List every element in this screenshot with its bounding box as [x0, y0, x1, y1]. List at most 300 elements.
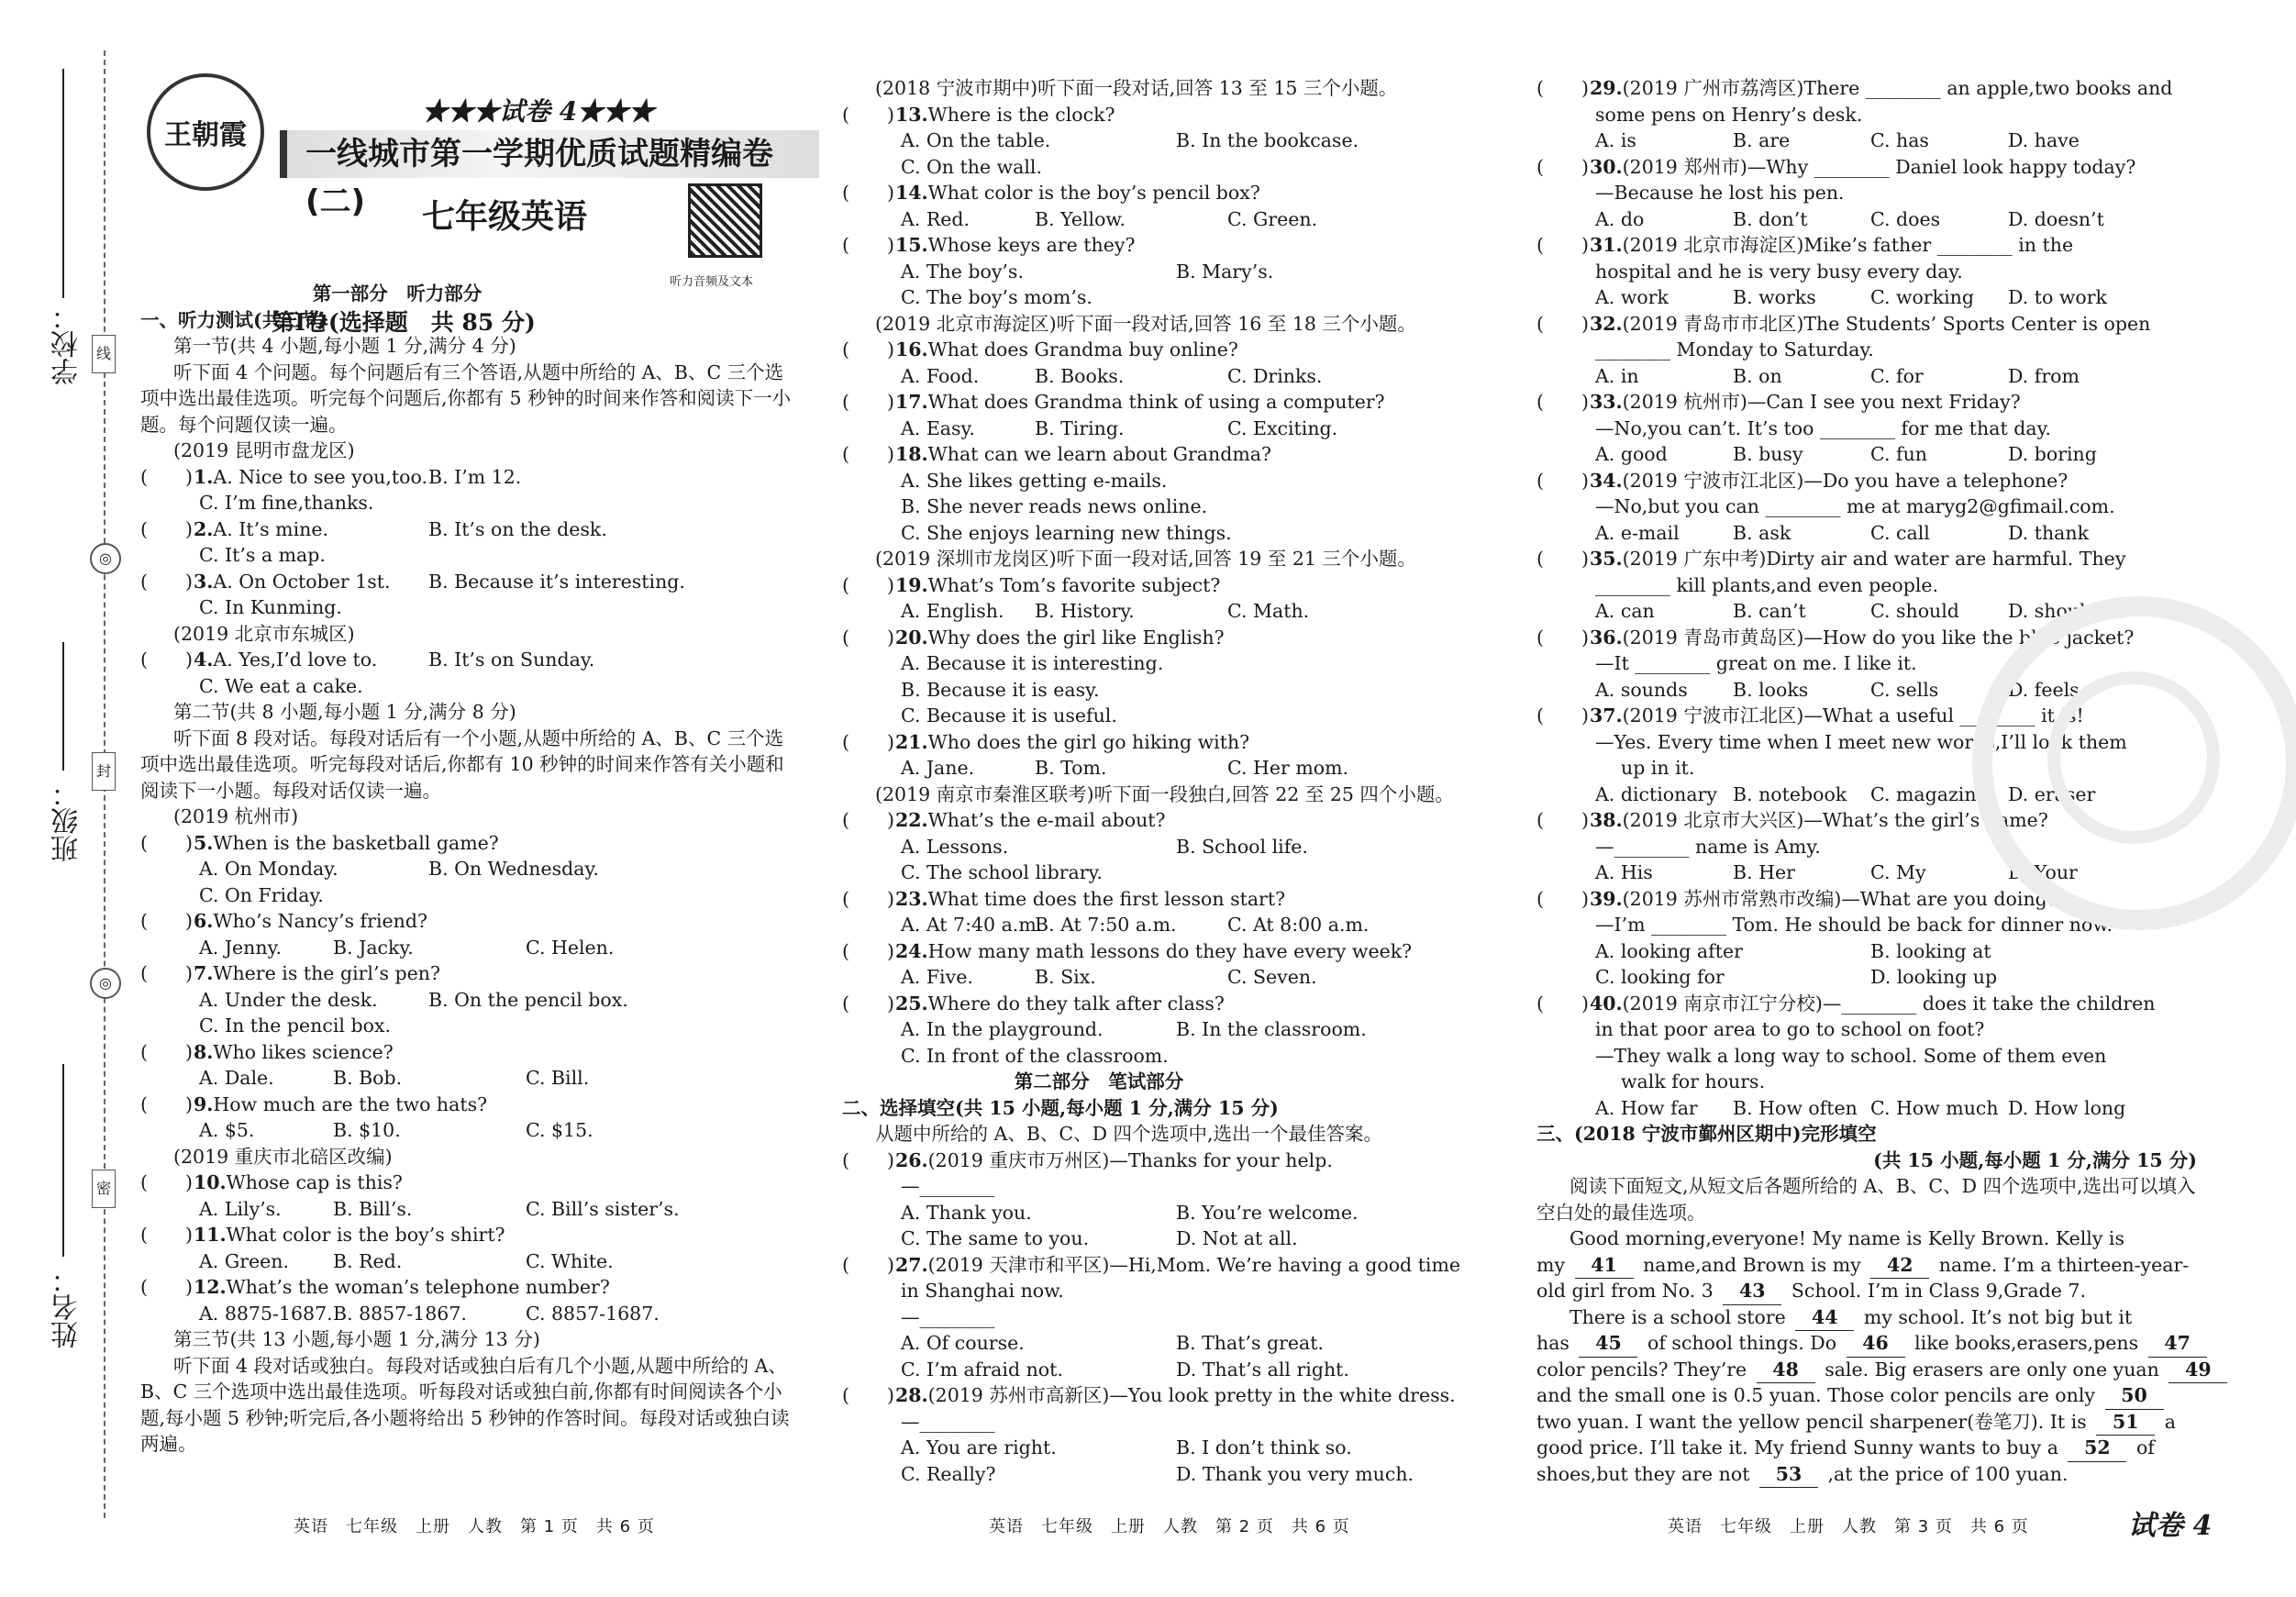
option-row	[842, 1435, 1495, 1461]
question-number: 14.	[895, 182, 928, 204]
cloze-text: my	[1536, 1253, 1571, 1276]
option-line: —________	[901, 1305, 995, 1328]
option-line: —________	[901, 1410, 995, 1433]
option-row	[842, 1225, 1495, 1252]
option-c: C. My	[1870, 861, 1926, 883]
section-heading: 一、听力测试(共三节)	[140, 308, 327, 331]
cloze-line	[1536, 1330, 2197, 1357]
answer-blank[interactable]: ( )	[842, 887, 894, 910]
question-row	[842, 807, 1495, 834]
answer-blank[interactable]: ( )	[842, 234, 894, 256]
question-number: 37.	[1590, 704, 1623, 726]
option-a: C. I’m afraid not.	[901, 1358, 1063, 1381]
question-row	[140, 1222, 799, 1248]
cloze-text: like books,erasers,pens	[1908, 1332, 2145, 1354]
footer-page-1: 英语 七年级 上册 人教 第 1 页 共 6 页	[294, 1517, 655, 1536]
cloze-blank[interactable]: 48	[1757, 1357, 1815, 1384]
option-row	[842, 912, 1495, 938]
answer-blank[interactable]: ( )	[1536, 155, 1589, 178]
option-b: B. works	[1733, 286, 1816, 308]
cloze-text: name,and Brown is my	[1636, 1253, 1868, 1276]
option-row	[842, 598, 1495, 625]
option-row	[842, 363, 1495, 390]
question-number: 3.	[194, 570, 214, 593]
class-label: 班级：	[51, 780, 83, 862]
option-row	[1536, 964, 2197, 991]
option-row	[842, 206, 1495, 233]
option-c: C. Helen.	[526, 936, 615, 959]
question-text: What’s the e-mail about?	[927, 809, 1166, 831]
option-a: C. looking for	[1595, 966, 1725, 988]
answer-blank[interactable]: ( )	[842, 182, 894, 204]
answer-blank[interactable]: ( )	[140, 831, 193, 854]
option-b: B. $10.	[333, 1119, 401, 1141]
option-b: B. Bob.	[333, 1067, 403, 1089]
question-row	[1536, 311, 2197, 338]
option-a: C. The same to you.	[901, 1227, 1090, 1249]
question-row	[842, 1382, 1495, 1409]
cloze-line	[1536, 1357, 2212, 1383]
instruction: (2019 深圳市龙岗区)听下面一段对话,回答 19 至 21 三个小题。	[875, 548, 1416, 570]
option-c: C. Exciting.	[1227, 416, 1338, 439]
option-b: D. looking up	[1870, 966, 1998, 988]
question-text: (2019 青岛市黄岛区)—How do you like the blue jacket?	[1622, 626, 2135, 649]
question-row	[140, 960, 799, 987]
question-text: (2019 天津市和平区)—Hi,Mom. We’re having a good time	[927, 1253, 1461, 1276]
question-text: (2019 重庆市万州区)—Thanks for your help.	[927, 1148, 1333, 1171]
option-row	[140, 1301, 799, 1327]
question-row	[1536, 546, 2197, 572]
answer-blank[interactable]: ( )	[842, 992, 894, 1015]
option-a: A. 8875-1687.	[199, 1302, 333, 1325]
instruction: 从题中所给的 A、B、C、D 四个选项中,选出一个最佳答案。	[875, 1123, 1383, 1145]
option-a: A. Food.	[901, 364, 980, 387]
question-number: 13.	[895, 103, 928, 126]
option-row	[140, 1196, 799, 1223]
question-text: What does Grandma buy online?	[927, 338, 1238, 360]
option-line: C. The boy’s mom’s.	[901, 286, 1093, 308]
answer-blank[interactable]: ( )	[140, 570, 193, 593]
option-b: B. notebook	[1733, 782, 1847, 805]
footer-page-3: 英语 七年级 上册 人教 第 3 页 共 6 页	[1668, 1517, 2029, 1536]
cloze-blank[interactable]: 52	[2068, 1435, 2126, 1462]
question-text: (2019 苏州市常熟市改编)—What are you doing?	[1622, 887, 2058, 910]
option-d: D. feels	[2008, 678, 2080, 701]
option-a: A. You are right.	[901, 1436, 1057, 1458]
cloze-blank[interactable]: 51	[2096, 1409, 2155, 1436]
option-a: A. On October 1st.	[213, 570, 391, 593]
option-line: up in it.	[1621, 757, 1695, 779]
column-2	[842, 75, 1495, 1487]
answer-blank[interactable]: ( )	[1536, 391, 1589, 413]
question-number: 5.	[194, 831, 214, 854]
option-a: A. Lily’s.	[199, 1197, 282, 1220]
option-line: —Yes. Every time when I meet new words,I’ll look them	[1595, 730, 2127, 753]
option-row	[1536, 363, 2197, 390]
option-b: B. You’re welcome.	[1176, 1201, 1359, 1224]
question-row	[842, 625, 1495, 651]
cloze-text: ,at the price of 100 yuan.	[1821, 1462, 2069, 1485]
cloze-blank[interactable]: 47	[2148, 1330, 2207, 1358]
option-line: C. In front of the classroom.	[901, 1044, 1169, 1067]
option-c: C. Math.	[1227, 600, 1310, 622]
answer-blank[interactable]: ( )	[1536, 548, 1589, 570]
option-a: A. Dale.	[199, 1067, 274, 1089]
option-line: —It ________ great on me. I like it.	[1595, 652, 1917, 674]
qr-code-icon[interactable]	[688, 183, 762, 258]
answer-blank[interactable]: ( )	[1536, 312, 1589, 335]
question-number: 15.	[895, 234, 928, 256]
option-line: some pens on Henry’s desk.	[1595, 103, 1863, 126]
question-number: 9.	[194, 1092, 214, 1115]
section-heading: 二、选择填空(共 15 小题,每小题 1 分,满分 15 分)	[842, 1096, 1279, 1119]
answer-blank[interactable]: ( )	[842, 1384, 894, 1406]
answer-blank[interactable]: ( )	[1536, 704, 1589, 726]
answer-blank[interactable]: ( )	[842, 1253, 894, 1276]
cloze-blank[interactable]: 46	[1847, 1330, 1905, 1358]
option-b: B. That’s great.	[1176, 1332, 1325, 1354]
question-row	[842, 938, 1495, 965]
answer-blank[interactable]: ( )	[842, 103, 894, 126]
cloze-blank[interactable]: 45	[1579, 1330, 1637, 1358]
option-line: hospital and he is very busy every day.	[1595, 260, 1963, 283]
option-d: D. thank	[2008, 521, 2090, 544]
answer-blank[interactable]: ( )	[140, 1171, 193, 1193]
option-c: C. for	[1870, 364, 1924, 387]
option-row	[842, 416, 1495, 442]
answer-blank[interactable]: ( )	[140, 649, 193, 671]
instruction-paragraph: 听下面 4 个问题。每个问题后有三个答语,从题中所给的 A、B、C 三个选项中选出最佳选项。听完每个问题后,你都有 5 秒钟的时间来作答和阅读下一小题。每个问题仅读一遍。	[140, 360, 792, 436]
answer-blank[interactable]: ( )	[1536, 626, 1589, 649]
option-line: —No,but you can ________ me at maryg2@gfimail.com.	[1595, 495, 2115, 517]
question-text: Where do they talk after class?	[927, 992, 1225, 1015]
option-row	[842, 755, 1495, 782]
option-a: A. looking after	[1595, 939, 1743, 962]
answer-blank[interactable]: ( )	[842, 391, 894, 413]
option-a: A. Jenny.	[199, 936, 282, 959]
question-text: Who’s Nancy’s friend?	[213, 910, 427, 932]
question-text: What color is the boy’s shirt?	[226, 1224, 505, 1246]
question-row	[842, 729, 1495, 756]
cloze-blank[interactable]: 53	[1759, 1461, 1818, 1489]
question-number: 32.	[1590, 312, 1623, 335]
option-b: B. on	[1733, 364, 1782, 387]
question-row	[140, 1170, 799, 1196]
question-row	[842, 441, 1495, 468]
option-row	[1536, 441, 2197, 468]
option-a: A. At 7:40 a.m.	[901, 914, 1043, 936]
cloze-text: good price. I’ll take it. My friend Sunny wants to buy a	[1536, 1436, 2065, 1458]
question-number: 25.	[895, 992, 928, 1015]
answer-blank[interactable]: ( )	[140, 1224, 193, 1246]
mark-secret: 密	[92, 1170, 116, 1208]
option-b: B. How often	[1733, 1096, 1858, 1119]
option-row	[842, 1461, 1495, 1488]
option-b: D. Thank you very much.	[1176, 1462, 1414, 1485]
answer-blank[interactable]: ( )	[140, 1040, 193, 1063]
option-row	[1536, 128, 2197, 154]
option-a: A. How far	[1595, 1096, 1698, 1119]
option-a: A. Lessons.	[901, 835, 1009, 858]
option-line: in that poor area to go to school on foot?	[1595, 1018, 1985, 1040]
option-row	[1536, 284, 2197, 311]
cloze-text: shoes,but they are not	[1536, 1462, 1756, 1485]
brand-logo: 王朝霞	[147, 73, 264, 191]
question-text: (2019 杭州市)—Can I see you next Friday?	[1622, 391, 2021, 413]
option-d: D. How long	[2008, 1096, 2126, 1119]
answer-blank[interactable]: ( )	[1536, 77, 1589, 99]
option-row	[842, 259, 1495, 285]
option-a: A. do	[1595, 207, 1645, 230]
instruction: (2019 北京市海淀区)听下面一段对话,回答 16 至 18 三个小题。	[875, 312, 1416, 335]
option-b: B. ask	[1733, 521, 1791, 544]
option-b: B. are	[1733, 129, 1791, 151]
question-number: 16.	[895, 338, 928, 360]
option-row	[1536, 206, 2197, 233]
option-b: B. Red.	[333, 1249, 403, 1272]
option-c: C. working	[1870, 286, 1974, 308]
option-d: D. to work	[2008, 286, 2107, 308]
instruction-paragraph: 听下面 4 段对话或独白。每段对话或独白后有几个小题,从题中所给的 A、B、C 三个选项中选出最佳选项。听每段对话或独白前,你都有时间阅读各个小题,每小题 5 秒钟;听完后,各小题将给出 5 秒钟的作答时间。每段对话或独白读两遍。	[140, 1354, 790, 1455]
answer-blank[interactable]: ( )	[842, 626, 894, 649]
answer-blank[interactable]: ( )	[842, 1148, 894, 1171]
option-c: C. How much	[1870, 1096, 1999, 1119]
option-line: C. She enjoys learning new things.	[901, 521, 1232, 544]
question-row	[140, 516, 799, 543]
option-a: A. Nice to see you,too.	[213, 465, 427, 488]
mark-line: 线	[92, 335, 116, 373]
instruction: (2018 宁波市期中)听下面一段对话,回答 13 至 15 三个小题。	[875, 77, 1398, 99]
option-d: D. from	[2008, 364, 2080, 387]
seal-icon: ◎	[90, 543, 121, 574]
option-a: A. e-mail	[1595, 521, 1680, 544]
question-row	[842, 991, 1495, 1017]
option-line: C. It’s a map.	[199, 544, 326, 566]
question-row	[1536, 154, 2197, 181]
question-row	[842, 1148, 1495, 1174]
answer-blank[interactable]: ( )	[1536, 992, 1589, 1015]
cloze-text: my school. It’s not big but it	[1858, 1305, 2133, 1328]
option-d: D. boring	[2008, 443, 2097, 465]
option-a: A. Jane.	[901, 757, 975, 779]
option-line: B. Because it is easy.	[901, 678, 1100, 701]
question-row	[842, 232, 1495, 259]
name-field[interactable]	[62, 1064, 64, 1257]
answer-blank[interactable]: ( )	[842, 573, 894, 596]
option-a: A. work	[1595, 286, 1669, 308]
answer-blank[interactable]: ( )	[1536, 887, 1589, 910]
option-a: A. On the table.	[901, 129, 1051, 151]
part-one-subtitle: 第一部分 听力部分	[312, 283, 482, 305]
question-row	[842, 1252, 1495, 1279]
answer-blank[interactable]: ( )	[842, 809, 894, 831]
question-text: Who likes science?	[213, 1040, 394, 1063]
cloze-blank[interactable]: 49	[2168, 1357, 2227, 1384]
answer-blank[interactable]: ( )	[842, 730, 894, 753]
answer-blank[interactable]: ( )	[842, 338, 894, 360]
cloze-blank[interactable]: 42	[1870, 1252, 1929, 1280]
option-b: B. Tom.	[1035, 757, 1107, 779]
question-row	[1536, 991, 2197, 1017]
question-row	[140, 830, 799, 857]
question-number: 4.	[194, 649, 214, 671]
cloze-text: There is a school store	[1569, 1305, 1792, 1328]
answer-blank[interactable]: ( )	[1536, 234, 1589, 256]
question-text: What color is the boy’s pencil box?	[927, 182, 1260, 204]
answer-blank[interactable]: ( )	[140, 910, 193, 932]
name-label: 姓名：	[51, 1266, 83, 1348]
option-row	[140, 1065, 799, 1092]
question-text: How many math lessons do they have every week?	[927, 939, 1413, 962]
option-row	[140, 1248, 799, 1275]
answer-blank[interactable]: ( )	[842, 443, 894, 465]
option-b: D. That’s all right.	[1176, 1358, 1349, 1381]
option-b: B. On the pencil box.	[428, 988, 628, 1011]
option-b: B. School life.	[1176, 835, 1308, 858]
option-b: B. On Wednesday.	[428, 858, 599, 880]
option-a: A. On Monday.	[199, 858, 338, 880]
option-a: A. good	[1595, 443, 1668, 465]
option-a: A. In the playground.	[901, 1018, 1104, 1040]
question-text: Where is the girl’s pen?	[213, 962, 440, 984]
answer-blank[interactable]: ( )	[140, 1092, 193, 1115]
option-a: A. is	[1595, 129, 1636, 151]
question-row	[140, 1092, 799, 1118]
school-field[interactable]	[62, 69, 64, 298]
answer-blank[interactable]: ( )	[140, 1276, 193, 1298]
question-number: 40.	[1590, 992, 1623, 1015]
question-number: 2.	[194, 517, 214, 540]
option-row	[842, 1200, 1495, 1226]
class-field[interactable]	[62, 642, 64, 771]
question-text: How much are the two hats?	[213, 1092, 488, 1115]
option-c: C. has	[1870, 129, 1929, 151]
option-line: C. In Kunming.	[199, 596, 342, 618]
option-b: B. 8857-1867.	[333, 1302, 467, 1325]
option-line: B. She never reads news online.	[901, 495, 1208, 517]
cloze-blank[interactable]: 44	[1795, 1304, 1854, 1332]
answer-blank[interactable]: ( )	[1536, 469, 1589, 492]
option-c: C. Drinks.	[1227, 364, 1323, 387]
option-line: A. She likes getting e-mails.	[901, 469, 1168, 492]
question-text: What time does the first lesson start?	[927, 887, 1286, 910]
option-a: A. The boy’s.	[901, 260, 1024, 283]
question-number: 33.	[1590, 391, 1623, 413]
question-text: (2019 北京市海淀区)Mike’s father ________ in the	[1622, 234, 2074, 256]
instruction: (2019 杭州市)	[173, 805, 299, 827]
question-row	[140, 908, 799, 935]
option-a: A. Red.	[901, 207, 971, 230]
question-number: 8.	[194, 1040, 214, 1063]
option-line: C. We eat a cake.	[199, 674, 363, 697]
answer-blank[interactable]: ( )	[1536, 809, 1589, 831]
option-line: A. Because it is interesting.	[901, 652, 1164, 674]
option-a: A. Thank you.	[901, 1201, 1032, 1224]
option-c: C. does	[1870, 207, 1941, 230]
question-row	[842, 337, 1495, 363]
cloze-text: a	[2158, 1410, 2176, 1433]
cloze-blank[interactable]: 43	[1723, 1278, 1781, 1305]
paper-banner: 一线城市第一学期优质试题精编卷(二)	[280, 130, 819, 178]
question-row	[140, 647, 799, 673]
cloze-blank[interactable]: 50	[2105, 1382, 2164, 1410]
option-b: B. Tiring.	[1035, 416, 1125, 439]
option-row	[1536, 938, 2197, 965]
question-number: 35.	[1590, 548, 1623, 570]
watermark-seal	[1972, 596, 2296, 930]
cloze-line	[1536, 1461, 2197, 1488]
cloze-line	[1536, 1409, 2197, 1436]
option-line: —________	[901, 1175, 995, 1197]
instruction: 第三节(共 13 小题,每小题 1 分,满分 13 分)	[173, 1328, 540, 1350]
option-a: A. Of course.	[901, 1332, 1025, 1354]
answer-blank[interactable]: ( )	[842, 939, 894, 962]
cloze-blank[interactable]: 41	[1575, 1252, 1634, 1280]
option-b: B. Because it’s interesting.	[428, 570, 685, 593]
option-line: C. In the pencil box.	[199, 1015, 392, 1037]
question-text: (2019 南京市江宁分校)—________ does it take the children	[1622, 992, 2156, 1015]
answer-blank[interactable]: ( )	[140, 962, 193, 984]
option-row	[1536, 520, 2197, 547]
option-b: B. It’s on the desk.	[428, 517, 607, 540]
answer-blank[interactable]: ( )	[140, 517, 193, 540]
option-a: A. in	[1595, 364, 1639, 387]
option-a: A. can	[1595, 600, 1655, 622]
column-1	[140, 281, 799, 1458]
question-row	[140, 464, 799, 491]
question-text: (2019 苏州市高新区)—You look pretty in the white dress.	[927, 1384, 1456, 1406]
option-b: B. Books.	[1035, 364, 1125, 387]
option-d: D. eraser	[2008, 782, 2096, 805]
option-b: B. Mary’s.	[1176, 260, 1274, 283]
question-number: 39.	[1590, 887, 1623, 910]
subject-title: 七年级英语	[422, 197, 588, 236]
cloze-text: of school things. Do	[1641, 1332, 1843, 1354]
option-b: B. It’s on Sunday.	[428, 649, 595, 671]
option-row	[842, 1016, 1495, 1043]
option-line: —I’m ________ Tom. He should be back for dinner now.	[1595, 914, 2113, 936]
question-text: Whose keys are they?	[927, 234, 1136, 256]
option-b: B. looks	[1733, 678, 1809, 701]
question-row	[842, 886, 1495, 913]
option-a: C. Really?	[901, 1462, 996, 1485]
paper-number: ★★★试卷 4★★★	[422, 96, 655, 127]
question-row	[842, 389, 1495, 416]
cloze-text: Good morning,everyone! My name is Kelly Brown. Kelly is	[1569, 1227, 2125, 1249]
question-text: (2019 宁波市江北区)—Do you have a telephone?	[1622, 469, 2069, 492]
option-row	[140, 987, 799, 1014]
cloze-text: has	[1536, 1332, 1576, 1354]
question-row	[140, 569, 799, 595]
option-b: B. Her	[1733, 861, 1795, 883]
question-text: (2019 宁波市江北区)—What a useful ________ it is!	[1622, 704, 2084, 726]
answer-blank[interactable]: ( )	[140, 465, 193, 488]
cloze-line	[1536, 1382, 2197, 1409]
question-text: Who does the girl go hiking with?	[927, 730, 1250, 753]
option-c: C. At 8:00 a.m.	[1227, 914, 1370, 936]
option-a: A. Green.	[199, 1249, 289, 1272]
option-line: C. The school library.	[901, 861, 1103, 883]
option-row	[842, 964, 1495, 991]
question-text: Where is the clock?	[927, 103, 1115, 126]
question-row	[842, 180, 1495, 206]
footer-page-2: 英语 七年级 上册 人教 第 2 页 共 6 页	[989, 1517, 1350, 1536]
question-row	[1536, 389, 2197, 416]
option-d: D. doesn’t	[2008, 207, 2104, 230]
question-text: When is the basketball game?	[213, 831, 499, 854]
question-number: 11.	[194, 1224, 227, 1246]
section-heading: 三、(2018 宁波市鄞州区期中)完形填空	[1536, 1123, 1877, 1145]
